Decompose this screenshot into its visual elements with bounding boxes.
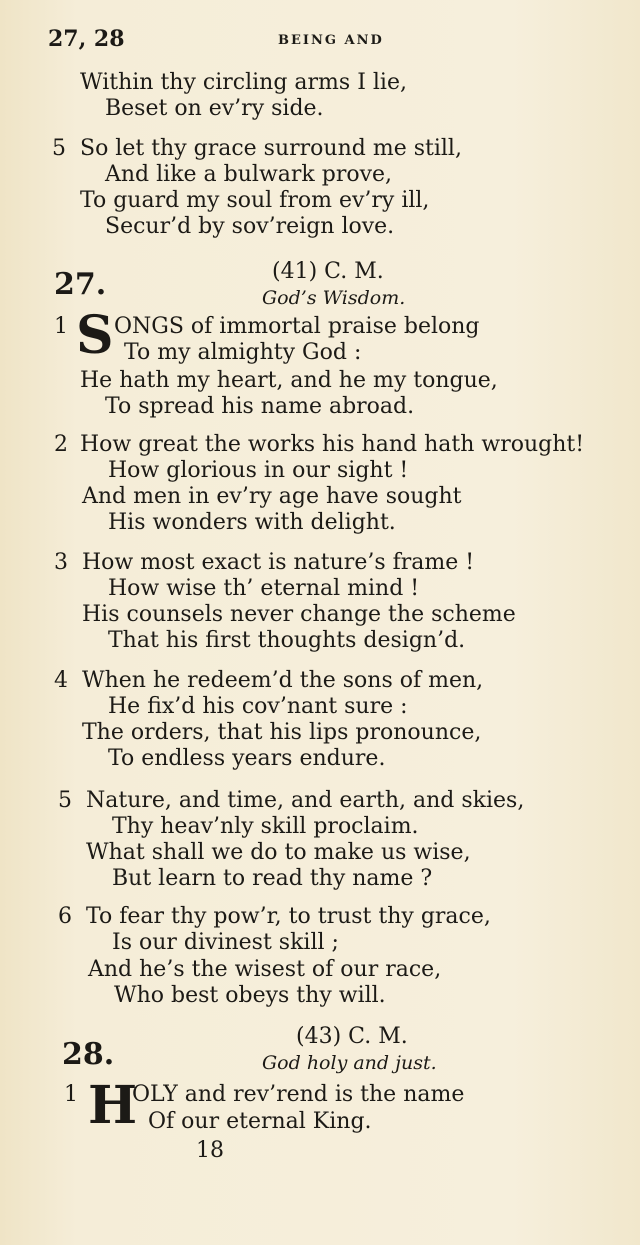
verse-line: Who best obeys thy will.	[114, 983, 386, 1008]
verse-number: 3	[54, 550, 68, 575]
verse-line: His wonders with delight.	[108, 510, 396, 535]
verse-line: ONGS of immortal praise belong	[114, 314, 480, 339]
page-number: 18	[196, 1138, 224, 1163]
verse-line: To endless years endure.	[108, 746, 386, 771]
verse-line: To fear thy pow’r, to trust thy grace,	[86, 904, 491, 929]
verse-line: How great the works his hand hath wrought!	[80, 432, 585, 457]
carryover-line: Beset on ev’ry side.	[105, 96, 324, 121]
running-title: BEING AND	[278, 33, 384, 48]
verse-line: How wise th’ eternal mind !	[108, 576, 420, 601]
tune-reference: (41) C. M.	[272, 259, 384, 284]
verse-line: The orders, that his lips pronounce,	[82, 720, 482, 745]
verse-line: He fix’d his cov’nant sure :	[108, 694, 408, 719]
verse-line: Secur’d by sov’reign love.	[105, 214, 395, 239]
verse-number: 6	[58, 904, 72, 929]
verse-line: How glorious in our sight !	[108, 458, 409, 483]
verse-line: His counsels never change the scheme	[82, 602, 516, 627]
verse-line: Thy heav’nly skill proclaim.	[112, 814, 419, 839]
verse-number: 1	[64, 1082, 78, 1107]
tune-reference: (43) C. M.	[296, 1024, 408, 1049]
verse-number: 1	[54, 314, 68, 339]
hymn-subtitle: God’s Wisdom.	[262, 287, 406, 309]
verse-line: Of our eternal King.	[148, 1109, 372, 1134]
verse-line: What shall we do to make us wise,	[86, 840, 471, 865]
verse-number: 5	[58, 788, 72, 813]
verse-line: And he’s the wisest of our race,	[88, 957, 442, 982]
verse-line: And like a bulwark prove,	[105, 162, 393, 187]
hymn-subtitle: God holy and just.	[262, 1052, 437, 1074]
verse-line: Is our divinest skill ;	[112, 930, 339, 955]
hymn-number: 27.	[54, 267, 107, 302]
verse-line: So let thy grace surround me still,	[80, 136, 462, 161]
verse-line: And men in ev’ry age have sought	[82, 484, 462, 509]
verse-line: Nature, and time, and earth, and skies,	[86, 788, 525, 813]
hymn-number: 28.	[62, 1037, 115, 1072]
verse-line: That his first thoughts design’d.	[108, 628, 466, 653]
verse-number: 5	[52, 136, 66, 161]
verse-line: How most exact is nature’s frame !	[82, 550, 475, 575]
drop-cap: H	[88, 1075, 138, 1136]
verse-number: 4	[54, 668, 68, 693]
verse-line: To my almighty God :	[124, 340, 362, 365]
page-range: 27, 28	[48, 26, 125, 52]
verse-line: To guard my soul from ev’ry ill,	[80, 188, 430, 213]
verse-number: 2	[54, 432, 68, 457]
carryover-line: Within thy circling arms I lie,	[80, 70, 407, 95]
drop-cap: S	[76, 305, 114, 366]
verse-line: When he redeem’d the sons of men,	[82, 668, 484, 693]
verse-line: OLY and rev’rend is the name	[132, 1082, 465, 1107]
verse-line: To spread his name abroad.	[105, 394, 415, 419]
verse-line: But learn to read thy name ?	[112, 866, 433, 891]
verse-line: He hath my heart, and he my tongue,	[80, 368, 498, 393]
